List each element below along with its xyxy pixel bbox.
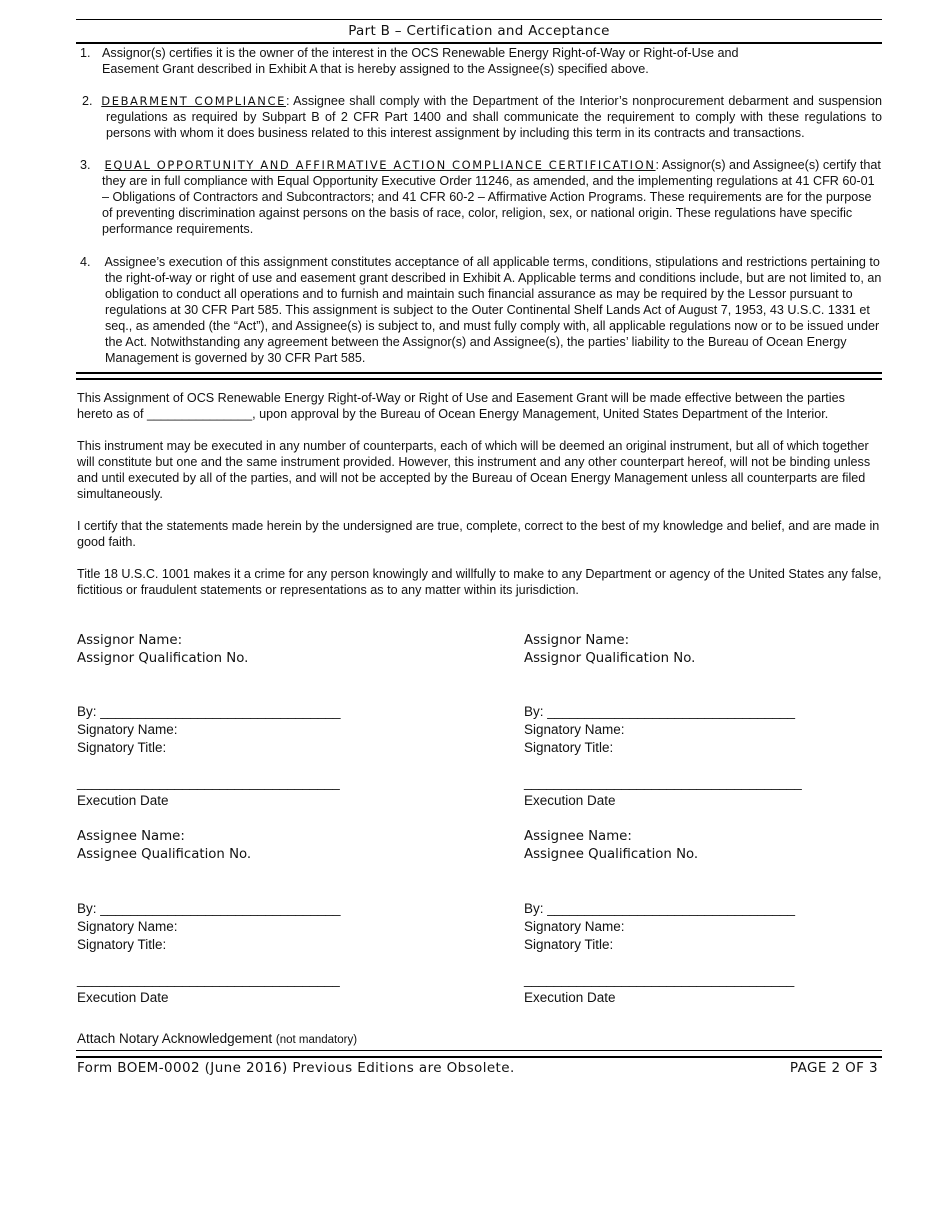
header-rule (76, 42, 882, 44)
signature-line[interactable]: By: _________________________________ (524, 704, 796, 719)
section-title: Part B – Certification and Acceptance (348, 23, 610, 39)
item-number: 4. (80, 255, 91, 269)
item-number: 2. (82, 94, 93, 108)
assignee-date-right (524, 971, 794, 1007)
signature-line[interactable]: By: ________________________________ (77, 901, 341, 916)
assignee-signature-left (77, 900, 341, 954)
assignor-date-right (524, 774, 802, 810)
page-number: PAGE 2 OF 3 (789, 1060, 878, 1076)
notary-label: Attach Notary Acknowledgement (77, 1031, 273, 1046)
assignee-block-right (524, 828, 698, 864)
assignor-date-left (77, 774, 340, 810)
date-line[interactable]: ____________________________________ (524, 972, 795, 987)
notary-note: (not mandatory) (275, 1034, 358, 1046)
item-number: 3. (80, 158, 91, 172)
assignor-name-label: Assignor Name: (524, 633, 630, 648)
assignor-block-left (77, 632, 248, 668)
assignee-qualification-label: Assignee Qualification No. (524, 847, 699, 862)
top-rule (76, 19, 882, 20)
assignee-date-left (77, 971, 340, 1007)
item-heading: DEBARMENT COMPLIANCE (101, 94, 286, 108)
execution-date-label: Execution Date (524, 990, 616, 1005)
assignor-signature-right (524, 703, 795, 757)
execution-date-label: Execution Date (77, 990, 169, 1005)
item-text: Assignee’s execution of this assignment constitutes acceptance of all applicable terms, conditions, stipulations and restrictions pertaining to the right-of-way or right of use and easement grant described in Exhibit A. Applicable terms and conditions include, but are not limited to, an obligation to conduct all operations and to furnish and maintain such financial assurance as may be required by the Lessor pursuant to regulations at 30 CFR Part 585. This assignment is subject to the Outer Continental Shelf Lands Act of August 7, 1953, 43 U.S.C. 1331 et seq., as amended (the “Act”), and Assignee(s) is subject to, and must fully comply with, all applicable regulations now or to be issued under the Act. Notwithstanding any agreement between the Assignor(s) and Assignee(s), the parties’ liability to the Bureau of Ocean Energy Management is governed by 30 CFR Part 585. (104, 255, 882, 365)
item-body (80, 93, 882, 141)
item-number: 1. (80, 46, 91, 60)
signature-line[interactable]: By: ________________________________ (77, 704, 341, 719)
certification-item-4 (80, 254, 882, 366)
assignor-block-right (524, 632, 695, 668)
counterparts-paragraph: This instrument may be executed in any number of counterparts, each of which will be deemed an original instrument, but all of which together will constitute but one and the same instrument provided. However, this instrument and any other counterpart hereof, will not be binding unless and until executed by all of the parties, and will not be accepted by the Bureau of Ocean Energy Management unless all counterparts are filed simultaneously. (77, 439, 871, 501)
assignee-name-label: Assignee Name: (524, 829, 632, 844)
item-body: Assignor(s) certifies it is the owner of the interest in the OCS Renewable Energy Right-of-Way or Right-of-Use and Easement Grant described in Exhibit A that is hereby assigned to the Assignee(s) specified above. (102, 46, 739, 76)
notary-instruction (77, 1031, 357, 1046)
effective-date-paragraph: This Assignment of OCS Renewable Energy Right-of-Way or Right of Use and Easement Grant will be made effective between the parties hereto as of _______________, upon approval by the Bureau of Ocean Energy Management, United States Department of the Interior. (77, 391, 845, 421)
signatory-name-label: Signatory Name: (524, 722, 625, 737)
certification-item-1 (80, 45, 882, 77)
certification-paragraph: I certify that the statements made herein by the undersigned are true, complete, correct to the best of my knowledge and belief, and are made in good faith. (77, 519, 880, 549)
assignor-name-label: Assignor Name: (77, 633, 183, 648)
signature-line[interactable]: By: _________________________________ (524, 901, 796, 916)
signatory-title-label: Signatory Title: (524, 740, 614, 755)
assignor-qualification-label: Assignor Qualification No. (524, 651, 696, 666)
assignee-name-label: Assignee Name: (77, 829, 185, 844)
footer-rule-bottom (76, 1056, 882, 1058)
form-identifier: Form BOEM-0002 (June 2016) Previous Editions are Obsolete. (77, 1060, 515, 1076)
signatory-name-label: Signatory Name: (77, 919, 178, 934)
item-text: : Assignee shall comply with the Department of the Interior’s nonprocurement debarment and suspension regulations as required by Subpart B of 2 CFR Part 1400 and shall communicate the requirement to comply with these regulations to persons with whom it does business related to this interest assignment by including this term in its contracts and transactions. (106, 94, 883, 140)
assignor-qualification-label: Assignor Qualification No. (77, 651, 249, 666)
date-line[interactable]: ___________________________________ (77, 775, 340, 790)
assignor-signature-left (77, 703, 341, 757)
execution-date-label: Execution Date (524, 793, 616, 808)
section-rule-top (76, 372, 882, 374)
certification-item-2 (80, 93, 882, 141)
item-heading: EQUAL OPPORTUNITY AND AFFIRMATIVE ACTION COMPLIANCE CERTIFICATION (104, 158, 656, 172)
date-line[interactable]: ___________________________________ (77, 972, 340, 987)
section-rule-bottom (76, 378, 882, 380)
item-body (80, 254, 895, 366)
signatory-name-label: Signatory Name: (524, 919, 625, 934)
item-text: : Assignor(s) and Assignee(s) certify that they are in full compliance with Equal Opportunity Executive Order 11246, as amended, and the implementing regulations at 41 CFR 60-01 – Obligations of Contractors and Subcontractors; and 41 CFR 60-2 – Affirmative Action Programs. These requirements are for the purpose of preventing discrimination against persons on the basis of race, color, religion, sex, or national origin. These regulations have specific performance requirements. (102, 158, 881, 236)
certification-item-3 (80, 157, 882, 237)
assignee-block-left (77, 828, 251, 864)
execution-date-label: Execution Date (77, 793, 169, 808)
assignee-qualification-label: Assignee Qualification No. (77, 847, 252, 862)
signatory-title-label: Signatory Title: (77, 740, 167, 755)
signatory-name-label: Signatory Name: (77, 722, 178, 737)
footer-rule-top (76, 1050, 882, 1051)
assignee-signature-right (524, 900, 795, 954)
signatory-title-label: Signatory Title: (524, 937, 614, 952)
signatory-title-label: Signatory Title: (77, 937, 167, 952)
penalty-paragraph: Title 18 U.S.C. 1001 makes it a crime for any person knowingly and willfully to make to any Department or agency of the United States any false, fictitious or fraudulent statements or representations as to any matter within its jurisdiction. (77, 567, 882, 597)
date-line[interactable]: _____________________________________ (524, 775, 802, 790)
item-body (80, 157, 882, 237)
